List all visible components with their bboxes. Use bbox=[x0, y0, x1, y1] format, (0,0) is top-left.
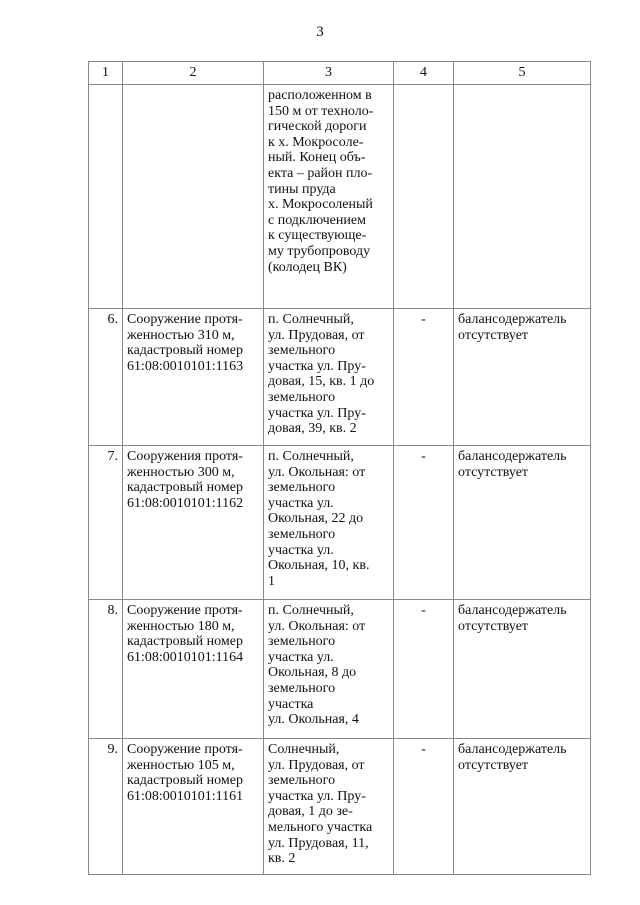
cell-text-line: балансодержатель bbox=[458, 742, 567, 757]
table-row bbox=[89, 739, 591, 875]
cell-text-line: 61:08:0010101:1162 bbox=[127, 495, 244, 511]
cell-holder bbox=[454, 600, 591, 739]
cell-name bbox=[123, 446, 264, 600]
cell-text-line: расположенном в bbox=[268, 88, 372, 103]
cell-col4: - bbox=[394, 600, 454, 739]
cell-col4 bbox=[394, 85, 454, 309]
cell-text-line: Солнечный, bbox=[268, 742, 340, 757]
cell-text-line: ул. Прудовая, от bbox=[268, 757, 365, 773]
cell-text-line: довая, 39, кв. 2 bbox=[268, 421, 357, 437]
cell-text-line: женностью 300 м, bbox=[127, 464, 235, 480]
cell-text-line: женностью 180 м, bbox=[127, 618, 235, 634]
cell-text-line: 1 bbox=[268, 573, 275, 589]
table-row bbox=[89, 600, 591, 739]
cell-text-line: довая, 15, кв. 1 до bbox=[268, 374, 375, 390]
cell-text-line: женностью 310 м, bbox=[127, 327, 235, 343]
cell-location bbox=[264, 446, 394, 600]
cell-text-line: ул. Прудовая, от bbox=[268, 327, 365, 343]
cell-text-line: женностью 105 м, bbox=[127, 757, 235, 773]
cell-num: 9. bbox=[89, 739, 123, 875]
cell-col4: - bbox=[394, 739, 454, 875]
header-col-2: 2 bbox=[123, 62, 264, 85]
cell-text-line: Сооружение протя- bbox=[127, 312, 243, 327]
cell-location bbox=[264, 600, 394, 739]
cell-text-line: земельного bbox=[268, 343, 336, 359]
cell-location bbox=[264, 739, 394, 875]
cell-num: 6. bbox=[89, 309, 123, 446]
cell-name bbox=[123, 600, 264, 739]
cell-text-line: екта – район пло- bbox=[268, 165, 373, 181]
cell-text-line: земельного bbox=[268, 526, 336, 542]
cell-text-line: участка ул. Пру- bbox=[268, 405, 366, 421]
cell-text-line: Окольная, 22 до bbox=[268, 511, 364, 527]
cell-text-line: гической дороги bbox=[268, 119, 367, 135]
cell-text-line: участка ул. bbox=[268, 649, 334, 665]
cell-text-line: кадастровый номер bbox=[127, 343, 243, 359]
page-number: 3 bbox=[316, 24, 324, 40]
cell-text-line: 150 м от техноло- bbox=[268, 103, 374, 119]
cell-text-line: ул. Окольная, 4 bbox=[268, 712, 359, 728]
cell-text-line: участка bbox=[268, 696, 314, 712]
cell-text-line: Сооружение протя- bbox=[127, 603, 243, 618]
cell-text-line: 61:08:0010101:1164 bbox=[127, 649, 244, 665]
cell-text-line: отсутствует bbox=[458, 618, 529, 634]
cell-name bbox=[123, 309, 264, 446]
objects-table bbox=[88, 61, 591, 875]
cell-num bbox=[89, 85, 123, 309]
cell-name bbox=[123, 85, 264, 309]
cell-text-line: ул. Прудовая, 11, bbox=[268, 835, 369, 851]
table-header-row bbox=[89, 62, 591, 85]
cell-col4: - bbox=[394, 446, 454, 600]
cell-text-line: земельного bbox=[268, 680, 336, 696]
cell-text-line: к существующе- bbox=[268, 228, 367, 244]
header-col-5: 5 bbox=[454, 62, 591, 85]
cell-text-line: участка ул. bbox=[268, 542, 334, 558]
cell-text-line: кадастровый номер bbox=[127, 634, 243, 650]
cell-text-line: Окольная, 8 до bbox=[268, 665, 357, 681]
cell-text-line: к х. Мокросоле- bbox=[268, 134, 364, 150]
cell-text-line: х. Мокросоленый bbox=[268, 197, 373, 213]
cell-text-line: Сооружения протя- bbox=[127, 449, 243, 464]
cell-text-line: отсутствует bbox=[458, 464, 529, 480]
cell-text-line: земельного bbox=[268, 634, 336, 650]
cell-text-line: ул. Окольная: от bbox=[268, 464, 366, 480]
cell-text-line: балансодержатель bbox=[458, 312, 567, 327]
cell-text-line: п. Солнечный, bbox=[268, 603, 354, 618]
cell-text-line: балансодержатель bbox=[458, 603, 567, 618]
cell-holder bbox=[454, 739, 591, 875]
cell-location bbox=[264, 85, 394, 309]
table-row bbox=[89, 446, 591, 600]
cell-text-line: отсутствует bbox=[458, 757, 529, 773]
cell-text-line: балансодержатель bbox=[458, 449, 567, 464]
cell-num: 7. bbox=[89, 446, 123, 600]
cell-text-line: п. Солнечный, bbox=[268, 312, 354, 327]
cell-holder bbox=[454, 446, 591, 600]
cell-text-line: довая, 1 до зе- bbox=[268, 804, 353, 820]
cell-text-line: 61:08:0010101:1163 bbox=[127, 358, 244, 374]
cell-text-line: тины пруда bbox=[268, 181, 336, 197]
cell-text-line: мельного участка bbox=[268, 819, 373, 835]
cell-holder bbox=[454, 85, 591, 309]
cell-text-line: Окольная, 10, кв. bbox=[268, 558, 370, 574]
cell-col4: - bbox=[394, 309, 454, 446]
cell-text-line: (колодец ВК) bbox=[268, 259, 347, 275]
cell-name bbox=[123, 739, 264, 875]
header-col-3: 3 bbox=[264, 62, 394, 85]
cell-text-line: участка ул. bbox=[268, 495, 334, 511]
cell-text-line: ул. Окольная: от bbox=[268, 618, 366, 634]
cell-text-line: кадастровый номер bbox=[127, 480, 243, 496]
cell-text-line: участка ул. Пру- bbox=[268, 788, 366, 804]
cell-num: 8. bbox=[89, 600, 123, 739]
cell-text-line: ный. Конец объ- bbox=[268, 150, 366, 166]
cell-text-line: земельного bbox=[268, 389, 336, 405]
cell-text-line: му трубопроводу bbox=[268, 243, 371, 259]
cell-text-line: участка ул. Пру- bbox=[268, 358, 366, 374]
cell-text-line: 61:08:0010101:1161 bbox=[127, 788, 244, 804]
cell-text-line: отсутствует bbox=[458, 327, 529, 343]
cell-text-line: с подключением bbox=[268, 212, 366, 228]
header-col-4: 4 bbox=[394, 62, 454, 85]
cell-text-line: земельного bbox=[268, 773, 336, 789]
cell-text-line: кадастровый номер bbox=[127, 773, 243, 789]
cell-text-line: п. Солнечный, bbox=[268, 449, 354, 464]
cell-holder bbox=[454, 309, 591, 446]
cell-location bbox=[264, 309, 394, 446]
table-row-continuation bbox=[89, 85, 591, 309]
header-col-1: 1 bbox=[89, 62, 123, 85]
cell-text-line: земельного bbox=[268, 480, 336, 496]
cell-text-line: Сооружение протя- bbox=[127, 742, 243, 757]
table-row bbox=[89, 309, 591, 446]
cell-text-line: кв. 2 bbox=[268, 851, 296, 867]
